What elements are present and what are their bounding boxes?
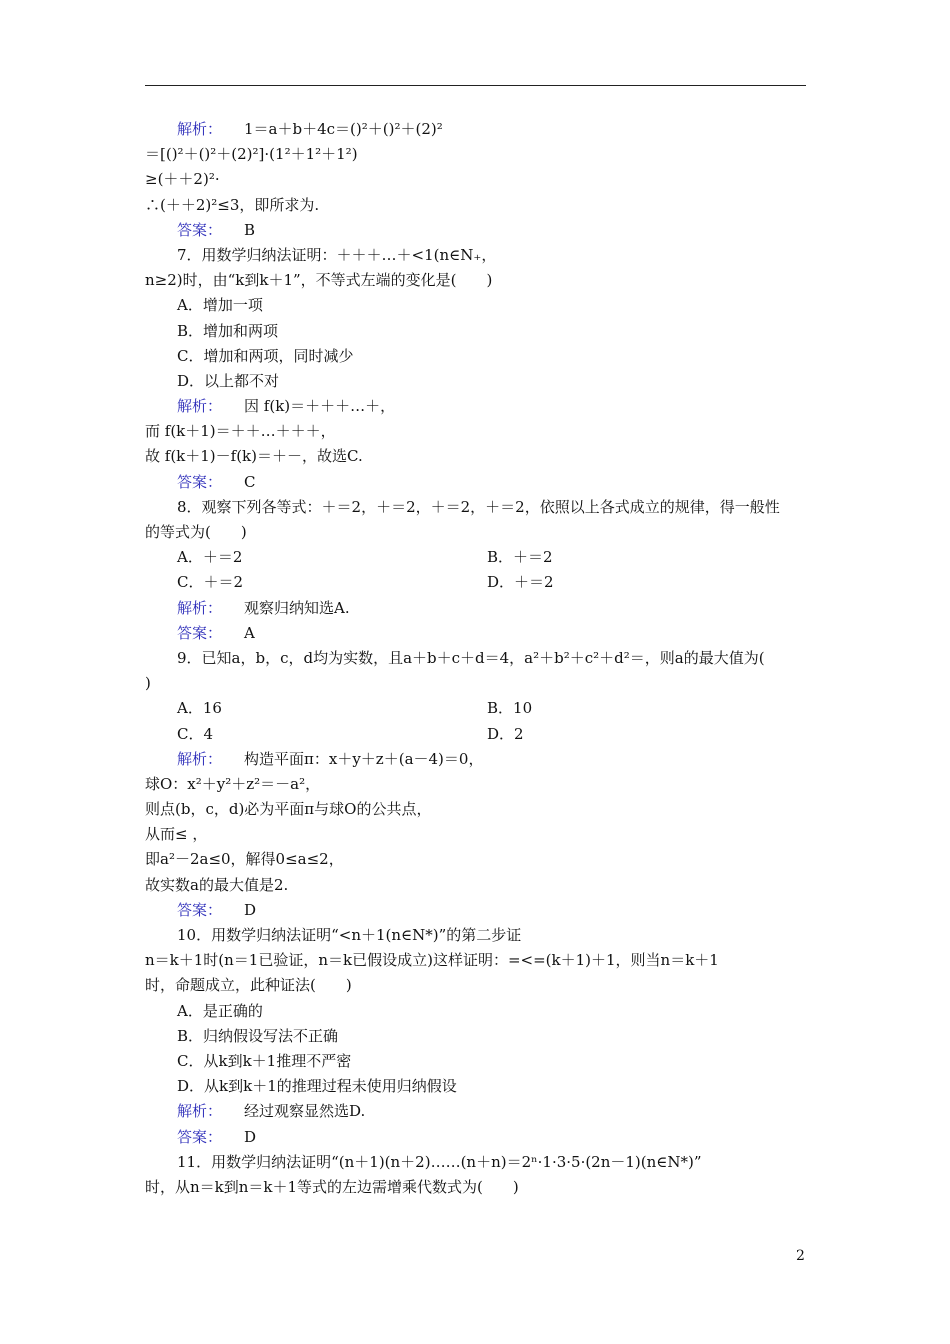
answer-line: [145, 898, 815, 923]
text-line: 则点(b，c，d)必为平面π与球O的公共点，: [145, 800, 432, 819]
line-text: 经过观察显然选D.: [244, 1102, 366, 1121]
text-line: 而 f(k＋1)＝＋＋…＋＋＋，: [145, 422, 336, 441]
question-line: 7．用数学归纳法证明：＋＋＋…＋<1(n∈N₊，: [177, 245, 497, 264]
answer-label: 答案：: [177, 900, 223, 919]
text-line: 故实数a的最大值是2.: [145, 875, 289, 894]
option-left: A．16: [177, 699, 222, 718]
answer-line: [145, 621, 815, 646]
analysis-label: 解析：: [177, 598, 223, 617]
text-line: n≥2)时，由“k到k＋1”，不等式左端的变化是( ): [145, 271, 493, 290]
analysis-label: 解析：: [177, 397, 223, 416]
line-text: B: [244, 220, 256, 239]
text-line: 即a²－2a≤0，解得0≤a≤2，: [145, 850, 344, 869]
option-left: C．4: [177, 724, 214, 743]
answer-label: 答案：: [177, 220, 223, 239]
analysis-label: 解析：: [177, 120, 223, 138]
text-line: 的等式为( ): [145, 523, 247, 541]
option-right: B．10: [487, 699, 533, 718]
option-row: [145, 570, 815, 595]
option-row: [145, 696, 815, 721]
option-line: C．从k到k＋1推理不严密: [177, 1051, 352, 1070]
text-line: 故 f(k＋1)－f(k)＝＋－，故选C.: [145, 447, 363, 466]
page-number: 2: [796, 1248, 805, 1264]
analysis-line: [145, 1099, 815, 1124]
option-left: C．＋＝2: [177, 573, 244, 592]
answer-line: [145, 470, 815, 495]
text-line: ): [145, 674, 151, 693]
option-line: A．是正确的: [177, 1001, 263, 1020]
question-line: 9．已知a，b，c，d均为实数，且a＋b＋c＋d＝4，a²＋b²＋c²＋d²＝，则a的最大值为(: [177, 648, 765, 667]
header-rule: [145, 85, 806, 86]
text-line: 从而≤ ，: [145, 825, 208, 844]
option-left: A．＋＝2: [177, 548, 243, 567]
line-text: 1＝a＋b＋4c＝()²＋()²＋(2)²: [244, 120, 443, 138]
line-text: 观察归纳知选A.: [244, 598, 350, 617]
text-line: 时，从n＝k到n＝k＋1等式的左边需增乘代数式为( ): [145, 1177, 519, 1196]
answer-line: [145, 1125, 815, 1150]
line-text: 因 f(k)＝＋＋＋…＋，: [244, 397, 396, 416]
option-right: B．＋＝2: [487, 548, 553, 567]
option-line: C．增加和两项，同时减少: [177, 346, 354, 365]
analysis-label: 解析：: [177, 1102, 223, 1121]
line-text: 构造平面π：x＋y＋z＋(a－4)＝0，: [244, 749, 484, 768]
option-row: [145, 722, 815, 747]
analysis-line: [145, 747, 815, 772]
line-text: D: [244, 900, 257, 919]
analysis-label: 解析：: [177, 749, 223, 768]
analysis-line: [145, 596, 815, 621]
question-line: 10．用数学归纳法证明“<n＋1(n∈N*)”的第二步证: [177, 926, 522, 944]
answer-label: 答案：: [177, 1127, 223, 1146]
analysis-line: [145, 117, 815, 142]
text-line: ∴(＋＋2)²≤3，即所求为.: [145, 195, 320, 214]
option-right: D．2: [487, 724, 524, 743]
line-text: C: [244, 472, 256, 491]
line-text: D: [244, 1127, 257, 1146]
question-line: 8．观察下列各等式：＋＝2，＋＝2，＋＝2，＋＝2，依照以上各式成立的规律，得一般性: [177, 497, 780, 516]
text-line: 时，命题成立，此种证法( ): [145, 976, 352, 995]
text-line: n＝k＋1时(n＝1已验证，n＝k已假设成立)这样证明：=<=(k＋1)＋1，则当n＝k＋1: [145, 951, 719, 970]
document-body: [145, 117, 815, 1200]
option-line: D．以上都不对: [177, 371, 280, 390]
analysis-line: [145, 394, 815, 419]
option-line: D．从k到k＋1的推理过程未使用归纳假设: [177, 1077, 457, 1096]
option-line: B．增加和两项: [177, 321, 279, 340]
option-right: D．＋＝2: [487, 573, 554, 592]
option-line: A．增加一项: [177, 296, 263, 315]
text-line: ≥(＋＋2)²·: [145, 170, 220, 189]
text-line: ＝[()²＋()²＋(2)²]·(1²＋1²＋1²): [145, 145, 358, 164]
question-line: 11．用数学归纳法证明“(n＋1)(n＋2)……(n＋n)＝2ⁿ·1·3·5·(2n－1)(n∈N*)”: [177, 1152, 702, 1171]
answer-label: 答案：: [177, 472, 223, 491]
option-row: [145, 545, 815, 570]
line-text: A: [244, 623, 255, 642]
answer-line: [145, 218, 815, 243]
answer-label: 答案：: [177, 623, 223, 642]
text-line: 球O：x²＋y²＋z²＝－a²，: [145, 774, 321, 793]
option-line: B．归纳假设写法不正确: [177, 1026, 339, 1045]
